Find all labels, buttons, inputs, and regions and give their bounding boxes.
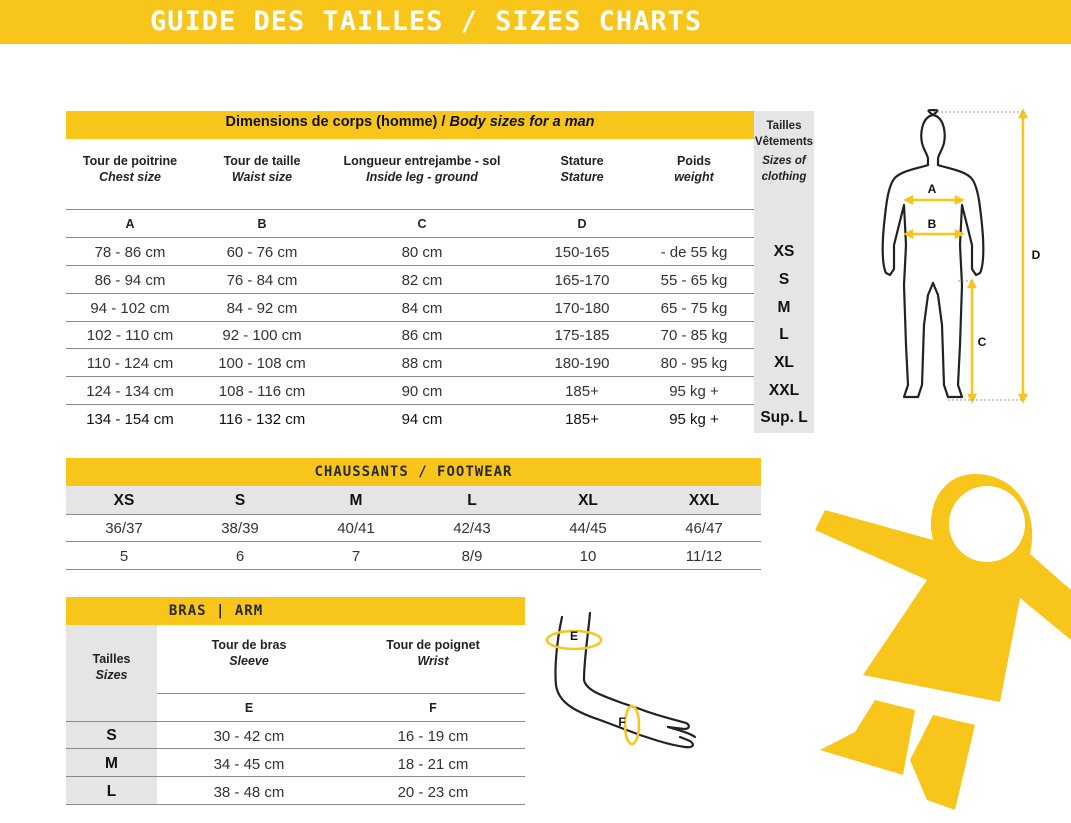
chest-value: 94 - 102 cm xyxy=(90,300,170,317)
waist-value: 84 - 92 cm xyxy=(226,300,298,317)
figure-label-e: E xyxy=(569,629,579,643)
figure-label-d: D xyxy=(1031,248,1041,262)
footwear-eu-value: 42/43 xyxy=(453,520,491,537)
chest-value: 86 - 94 cm xyxy=(94,272,166,289)
footwear-eu-value: 44/45 xyxy=(569,520,607,537)
leg-value: 88 cm xyxy=(401,355,443,372)
divider xyxy=(66,804,525,805)
leg-value: 82 cm xyxy=(401,272,443,289)
letter-d: D xyxy=(577,217,587,231)
leg-value: 94 cm xyxy=(401,411,443,428)
waist-value: 116 - 132 cm xyxy=(218,411,306,428)
weight-value: 70 - 85 kg xyxy=(660,327,728,344)
footwear-uk-value: 6 xyxy=(235,548,245,565)
waist-value: 76 - 84 cm xyxy=(226,272,298,289)
leg-value: 90 cm xyxy=(401,383,443,400)
body-table-title: Dimensions de corps (homme) / Body sizes for a man xyxy=(225,114,595,130)
footwear-title: CHAUSSANTS / FOOTWEAR xyxy=(314,464,513,480)
col-header-wrist: Tour de poignet Wrist xyxy=(386,638,480,668)
divider xyxy=(66,293,754,294)
col-header-inside-leg: Longueur entrejambe - sol Inside leg - ground xyxy=(343,154,501,184)
weight-value: 95 kg + xyxy=(669,383,719,400)
page-title: GUIDE DES TAILLES / SIZES CHARTS xyxy=(150,6,703,37)
chest-value: 78 - 86 cm xyxy=(94,244,166,261)
col-header-waist: Tour de taille Waist size xyxy=(223,154,301,184)
figure-label-c: C xyxy=(977,335,987,349)
sleeve-value: 34 - 45 cm xyxy=(213,756,285,773)
header-banner xyxy=(0,0,1071,44)
wrist-value: 16 - 19 cm xyxy=(397,728,469,745)
divider xyxy=(66,265,754,266)
letter-e: E xyxy=(244,701,254,715)
clothing-size: XL xyxy=(774,354,794,371)
divider xyxy=(66,404,754,405)
footwear-size-header: M xyxy=(349,492,363,509)
col-header-sleeve: Tour de bras Sleeve xyxy=(211,638,287,668)
stature-value: 185+ xyxy=(565,383,599,400)
footwear-size-header: L xyxy=(467,492,477,509)
divider xyxy=(66,348,754,349)
clothing-size: L xyxy=(779,326,789,343)
weight-value: 80 - 95 kg xyxy=(660,355,728,372)
letter-a: A xyxy=(125,217,135,231)
divider xyxy=(66,514,761,515)
col-header-stature: Stature Stature xyxy=(560,154,604,184)
footwear-eu-value: 38/39 xyxy=(221,520,259,537)
arm-size: M xyxy=(105,755,118,772)
chest-value: 110 - 124 cm xyxy=(86,355,174,372)
footwear-eu-value: 46/47 xyxy=(685,520,723,537)
clothing-size-header: Tailles Vêtements Sizes of clothing xyxy=(754,120,814,183)
arm-icon xyxy=(540,605,710,765)
raincoat-mascot-icon xyxy=(815,470,1071,823)
footwear-uk-value: 8/9 xyxy=(461,548,483,565)
letter-f: F xyxy=(429,701,437,715)
arm-size: S xyxy=(106,727,117,744)
leg-value: 86 cm xyxy=(401,327,443,344)
letter-b: B xyxy=(257,217,267,231)
weight-value: 55 - 65 kg xyxy=(660,272,728,289)
clothing-size: M xyxy=(777,299,791,316)
leg-value: 84 cm xyxy=(401,300,443,317)
clothing-size: Sup. L xyxy=(760,409,808,426)
divider xyxy=(66,721,525,722)
arm-size-header: Tailles Sizes xyxy=(92,652,131,682)
stature-value: 170-180 xyxy=(554,300,610,317)
divider xyxy=(66,321,754,322)
stature-value: 185+ xyxy=(565,411,599,428)
col-header-weight: Poids weight xyxy=(674,154,714,184)
footwear-size-header: XL xyxy=(578,492,598,509)
divider xyxy=(66,237,754,238)
stature-value: 175-185 xyxy=(554,327,610,344)
footwear-uk-value: 5 xyxy=(119,548,129,565)
weight-value: 65 - 75 kg xyxy=(660,300,728,317)
wrist-value: 18 - 21 cm xyxy=(397,756,469,773)
footwear-uk-value: 10 xyxy=(579,548,597,565)
divider xyxy=(157,693,525,694)
weight-value: - de 55 kg xyxy=(660,244,728,261)
figure-label-f: F xyxy=(618,715,626,729)
waist-value: 60 - 76 cm xyxy=(226,244,298,261)
footwear-eu-value: 36/37 xyxy=(105,520,143,537)
clothing-size: S xyxy=(778,271,790,288)
chest-value: 134 - 154 cm xyxy=(86,411,174,428)
arm-size: L xyxy=(106,783,117,800)
leg-value: 80 cm xyxy=(401,244,443,261)
col-header-chest: Tour de poitrine Chest size xyxy=(82,154,178,184)
clothing-size: XXL xyxy=(768,382,800,399)
arm-title: BRAS | ARM xyxy=(168,603,264,619)
waist-value: 92 - 100 cm xyxy=(222,327,302,344)
weight-value: 95 kg + xyxy=(669,411,719,428)
footwear-eu-value: 40/41 xyxy=(337,520,375,537)
chest-value: 102 - 110 cm xyxy=(86,327,174,344)
divider xyxy=(66,748,525,749)
divider xyxy=(66,376,754,377)
footwear-uk-value: 11/12 xyxy=(685,548,723,565)
clothing-size: XS xyxy=(773,243,795,260)
stature-value: 165-170 xyxy=(554,272,610,289)
figure-label-b: B xyxy=(927,217,937,231)
body-silhouette-icon xyxy=(870,105,1060,410)
waist-value: 100 - 108 cm xyxy=(218,355,306,372)
divider xyxy=(66,209,754,210)
sleeve-value: 30 - 42 cm xyxy=(213,728,285,745)
stature-value: 180-190 xyxy=(554,355,610,372)
letter-c: C xyxy=(417,217,427,231)
divider xyxy=(66,541,761,542)
chest-value: 124 - 134 cm xyxy=(86,383,174,400)
footwear-size-header: XXL xyxy=(688,492,720,509)
sleeve-value: 38 - 48 cm xyxy=(213,784,285,801)
divider xyxy=(66,569,761,570)
figure-label-a: A xyxy=(927,182,937,196)
footwear-uk-value: 7 xyxy=(351,548,361,565)
footwear-size-header: S xyxy=(234,492,246,509)
stature-value: 150-165 xyxy=(554,244,610,261)
wrist-value: 20 - 23 cm xyxy=(397,784,469,801)
divider xyxy=(66,776,525,777)
waist-value: 108 - 116 cm xyxy=(218,383,306,400)
footwear-size-header: XS xyxy=(113,492,135,509)
